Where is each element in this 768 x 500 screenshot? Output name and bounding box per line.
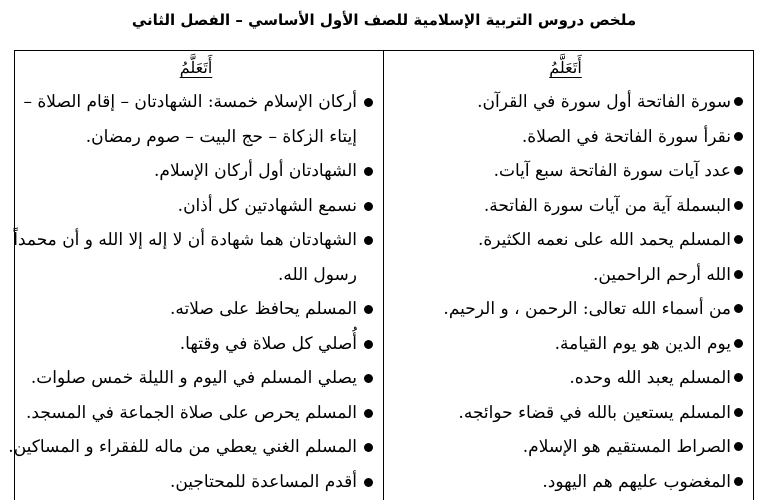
bullet-icon	[364, 374, 373, 383]
list-item: المسلم الغني يعطي من ماله للفقراء و المساكين.	[19, 430, 373, 465]
list-item: المسلم يحمد الله على نعمه الكثيرة.	[388, 223, 743, 258]
bullet-icon	[734, 339, 743, 348]
list-item: البسملة آية من آيات سورة الفاتحة.	[388, 189, 743, 224]
bullet-icon	[364, 236, 373, 245]
lesson-summary-table	[8, 50, 754, 500]
bullet-icon	[364, 167, 373, 176]
list-item: الصراط المستقيم هو الإسلام.	[388, 430, 743, 465]
list-item: المسلم يحرص على صلاة الجماعة في المسجد.	[19, 396, 373, 431]
bullet-icon	[734, 201, 743, 210]
list-item: المغضوب عليهم هم اليهود.	[388, 465, 743, 500]
list-item: الشهادتان أول أركان الإسلام.	[19, 154, 373, 189]
bullet-icon	[734, 270, 743, 279]
bullet-icon	[364, 98, 373, 107]
list-item: نقرأ سورة الفاتحة في الصلاة.	[388, 120, 743, 155]
bullet-icon	[734, 304, 743, 313]
list-item: المسلم يعبد الله وحده.	[388, 361, 743, 396]
list-item: المسلم يحافظ على صلاته.	[19, 292, 373, 327]
left-column-heading: أَتَعَلَّمُ	[179, 58, 213, 77]
bullet-icon	[734, 477, 743, 486]
bullet-icon	[364, 478, 373, 487]
bullet-icon	[734, 235, 743, 244]
right-item-list	[388, 85, 743, 499]
right-column-heading: أَتَعَلَّمُ	[549, 58, 582, 77]
bullet-icon	[364, 202, 373, 211]
bullet-icon	[734, 132, 743, 141]
bullet-icon	[734, 442, 743, 451]
bullet-icon	[364, 305, 373, 314]
bullet-icon	[364, 340, 373, 349]
list-item: يصلي المسلم في اليوم و الليلة خمس صلوات.	[19, 361, 373, 396]
left-column	[8, 51, 385, 500]
list-item: يوم الدين هو يوم القيامة.	[388, 327, 743, 362]
bullet-icon	[364, 443, 373, 452]
bullet-icon	[364, 409, 373, 418]
list-item: المسلم يستعين بالله في قضاء حوائجه.	[388, 396, 743, 431]
list-item: أُصلي كل صلاة في وقتها.	[19, 327, 373, 362]
left-item-list	[8, 85, 373, 499]
list-item: أقدم المساعدة للمحتاجين.	[19, 465, 373, 500]
bullet-icon	[734, 373, 743, 382]
bullet-icon	[734, 97, 743, 106]
right-column	[383, 51, 753, 500]
page-title: ملخص دروس التربية الإسلامية للصف الأول الأساسي – الفصل الثاني	[131, 11, 637, 29]
bullet-icon	[734, 408, 743, 417]
list-item: أركان الإسلام خمسة: الشهادتان – إقام الصلاة –	[19, 85, 373, 120]
list-item: الشهادتان هما شهادة أن لا إله إلا الله و أن محمداً	[19, 223, 373, 258]
list-item-continuation: رسول الله.	[277, 264, 357, 285]
list-item: عدد آيات سورة الفاتحة سبع آيات.	[388, 154, 743, 189]
list-item-continuation: إيتاء الزكاة – حج البيت – صوم رمضان.	[85, 126, 357, 147]
list-item: نسمع الشهادتين كل أذان.	[19, 189, 373, 224]
list-item: من أسماء الله تعالى: الرحمن ، و الرحيم.	[388, 292, 743, 327]
list-item: سورة الفاتحة أول سورة في القرآن.	[388, 85, 743, 120]
list-item: الله أرحم الراحمين.	[388, 258, 743, 293]
bullet-icon	[734, 166, 743, 175]
